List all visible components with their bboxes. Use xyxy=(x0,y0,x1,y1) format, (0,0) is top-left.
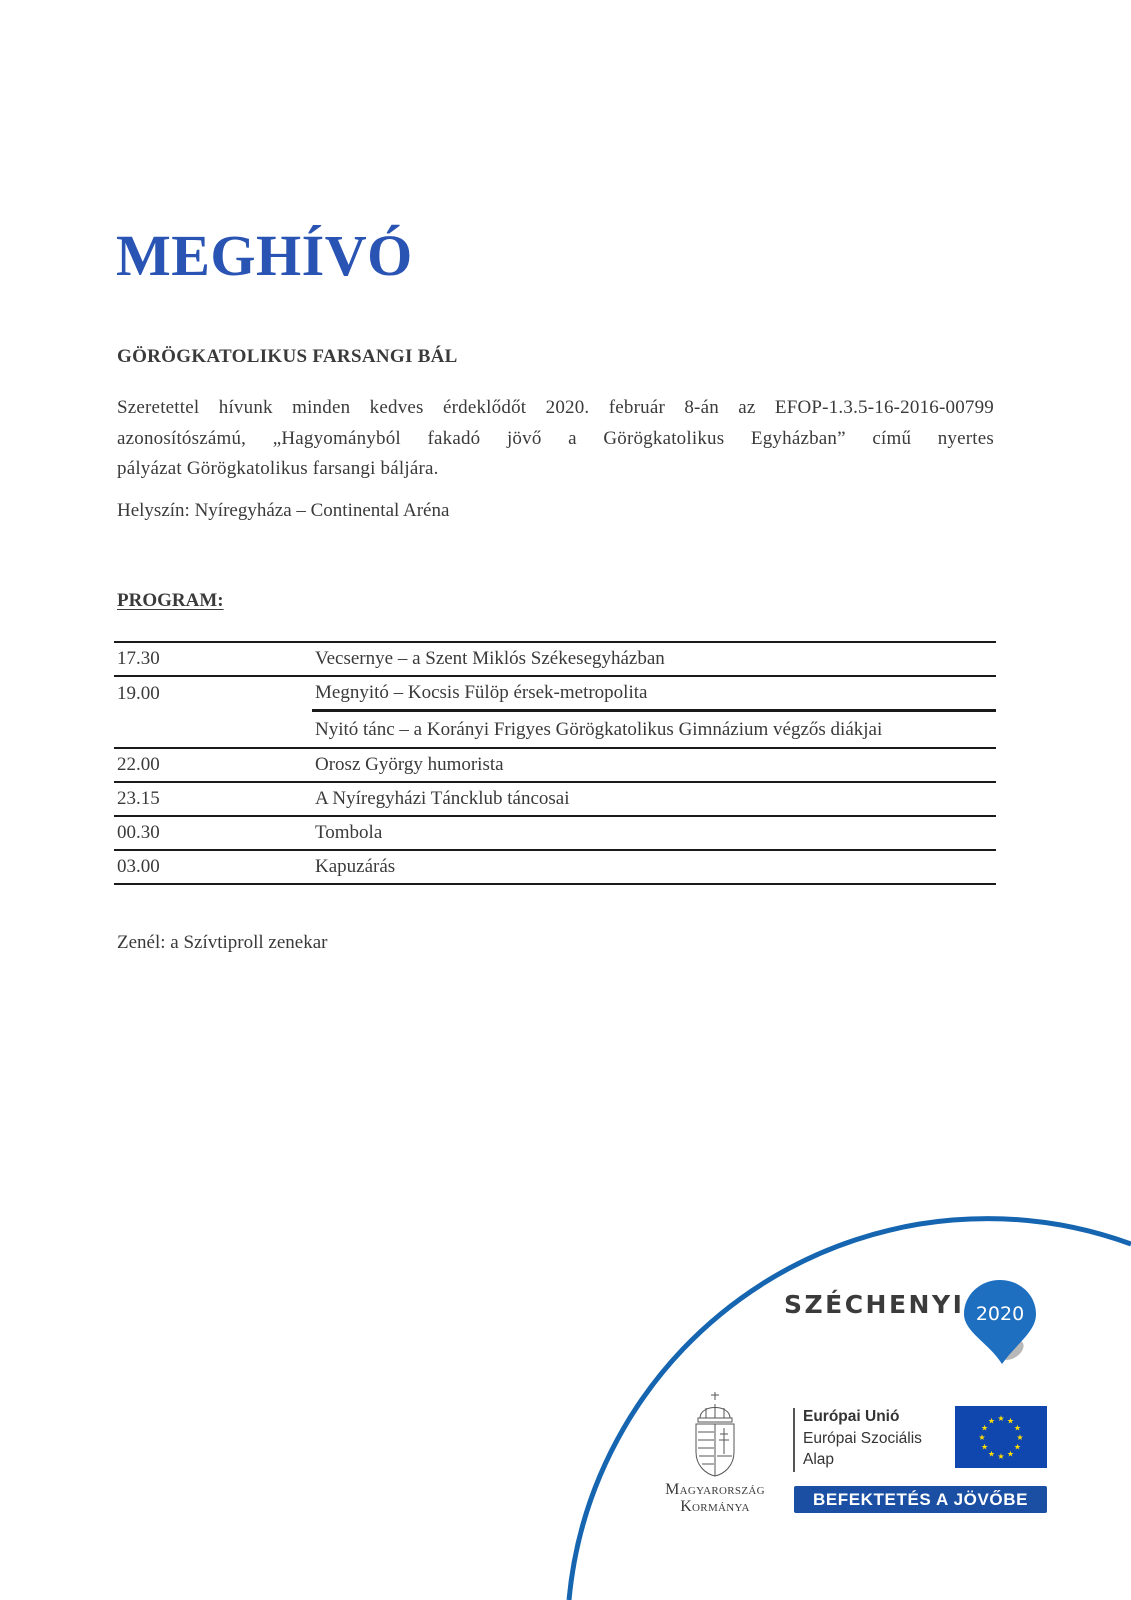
event-subtitle: GÖRÖGKATOLIKUS FARSANGI BÁL xyxy=(117,346,458,367)
map-pin-icon xyxy=(960,1278,1040,1368)
program-row xyxy=(114,676,996,711)
program-row xyxy=(114,748,996,782)
eu-flag-icon xyxy=(955,1406,1047,1468)
eu-star-icon: ★ xyxy=(980,1423,989,1433)
government-line-2: Kormánya xyxy=(680,1498,750,1515)
eu-fund-text xyxy=(803,1406,922,1471)
eu-star-icon: ★ xyxy=(1006,1416,1015,1426)
intro-line: azonosítószámú, „Hagyományból fakadó jövő a Görögkatolikus Egyházban” című nyertes xyxy=(117,427,994,449)
coat-of-arms-icon xyxy=(690,1390,740,1478)
intro-line: pályázat Görögkatolikus farsangi báljára. xyxy=(117,458,439,479)
eu-star-icon: ★ xyxy=(1013,1423,1022,1433)
program-time: 23.15 xyxy=(117,788,160,809)
program-activity: Megnyitó – Kocsis Fülöp érsek-metropolita xyxy=(315,682,648,703)
program-time: 00.30 xyxy=(117,822,160,843)
program-activity: Vecsernye – a Szent Miklós Székesegyházban xyxy=(315,648,665,669)
government-line-1: Magyarország xyxy=(665,1481,765,1498)
program-activity: Nyitó tánc – a Korányi Frigyes Görögkatolikus Gimnázium végzős diákjai xyxy=(312,711,996,749)
location-text: Helyszín: Nyíregyháza – Continental Aréna xyxy=(117,500,450,521)
program-row xyxy=(114,850,996,884)
eu-star-icon: ★ xyxy=(1013,1442,1022,1452)
program-activity: A Nyíregyházi Táncklub táncosai xyxy=(315,788,570,809)
government-name xyxy=(649,1481,781,1515)
eu-star-icon: ★ xyxy=(980,1442,989,1452)
eu-star-icon: ★ xyxy=(987,1449,996,1459)
program-time: 19.00 xyxy=(117,682,160,704)
program-row xyxy=(114,711,996,749)
program-heading: PROGRAM: xyxy=(117,590,224,611)
szechenyi-logo-text: SZÉCHENYI xyxy=(784,1290,965,1319)
program-time: 17.30 xyxy=(117,648,160,669)
eu-star-icon: ★ xyxy=(997,1452,1005,1461)
intro-paragraph xyxy=(117,393,994,485)
program-time: 22.00 xyxy=(117,754,160,775)
program-activity: Orosz György humorista xyxy=(315,754,504,775)
eu-line-2: Európai Szociális xyxy=(803,1429,922,1447)
program-time xyxy=(114,711,312,749)
eu-star-icon: ★ xyxy=(1016,1433,1024,1442)
program-time: 03.00 xyxy=(117,856,160,877)
eu-star-icon: ★ xyxy=(1006,1449,1015,1459)
eu-star-icon: ★ xyxy=(997,1414,1005,1423)
invest-banner: BEFEKTETÉS A JÖVŐBE xyxy=(794,1486,1047,1513)
eu-divider xyxy=(793,1408,795,1472)
music-text: Zenél: a Szívtiproll zenekar xyxy=(117,932,328,953)
program-table xyxy=(114,641,996,885)
eu-star-icon: ★ xyxy=(978,1433,986,1442)
eu-star-icon: ★ xyxy=(987,1416,996,1426)
program-activity: Kapuzárás xyxy=(315,856,396,877)
eu-line-1: Európai Unió xyxy=(803,1408,900,1425)
eu-line-3: Alap xyxy=(803,1451,835,1468)
program-row xyxy=(114,642,996,676)
program-row xyxy=(114,782,996,816)
program-row xyxy=(114,816,996,850)
program-activity: Tombola xyxy=(315,822,383,843)
szechenyi-year: 2020 xyxy=(975,1303,1025,1325)
intro-line: Szeretettel hívunk minden kedves érdeklődőt 2020. február 8-án az EFOP-1.3.5-16-2016-00799 xyxy=(117,397,994,418)
page-title: MEGHÍVÓ xyxy=(116,223,413,288)
